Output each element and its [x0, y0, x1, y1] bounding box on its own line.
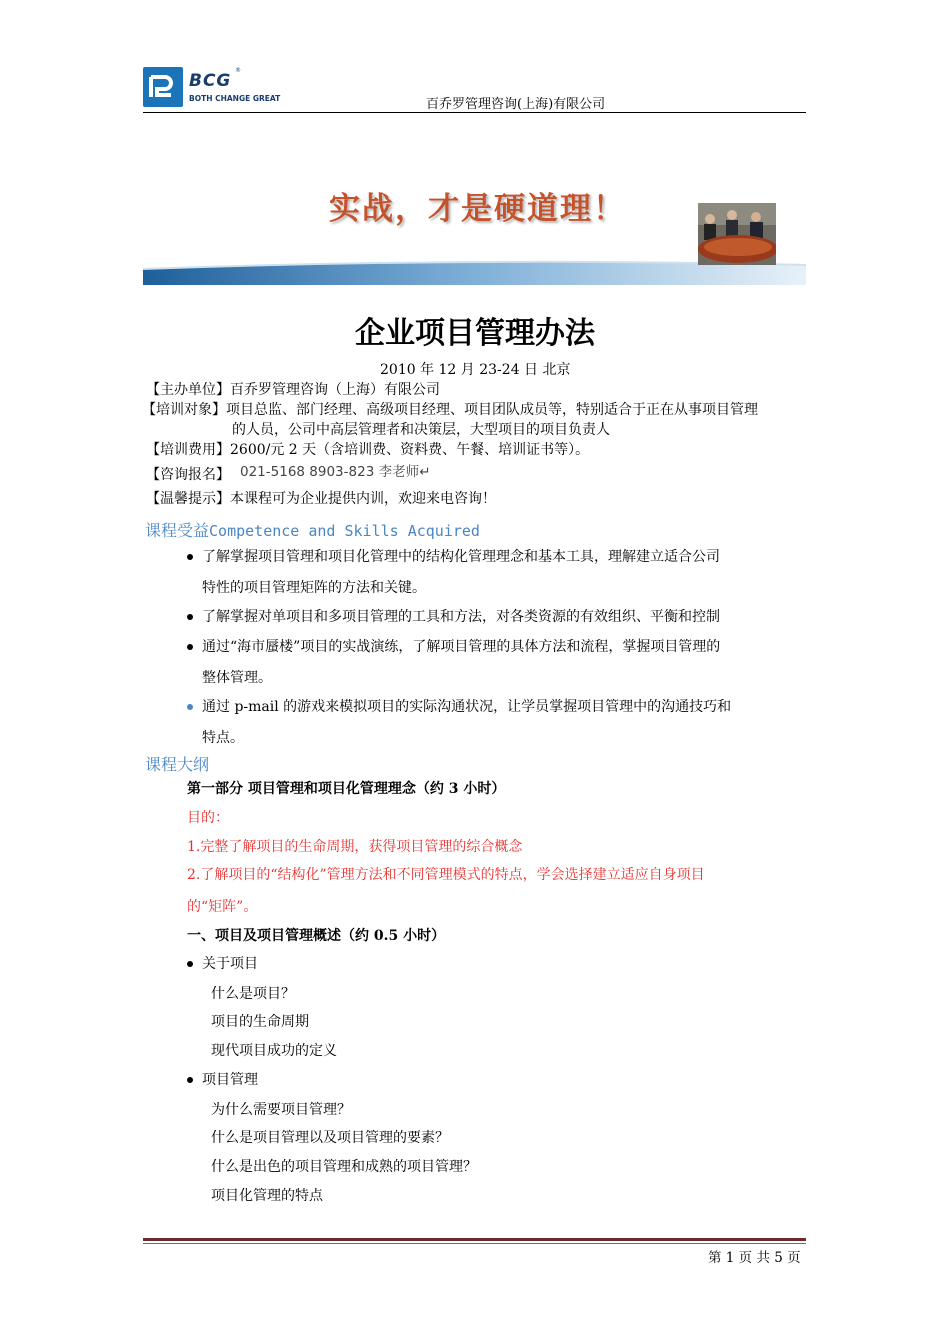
outline-section1: 一、项目及项目管理概述（约 0.5 小时）: [187, 928, 446, 944]
banner: [143, 155, 806, 285]
logo-text: BCG: [189, 71, 232, 91]
bullet-icon: [187, 961, 193, 967]
bullet-icon: [187, 614, 193, 620]
group-about-project: 关于项目: [202, 956, 258, 972]
info-fee: 【培训费用】2600/元 2 天（含培训费、资料费、午餐、培训证书等）。: [146, 442, 590, 458]
benefit-item-4b: 特点。: [202, 730, 244, 746]
footer-rule-thin: [143, 1243, 806, 1244]
goal-label: 目的：: [187, 810, 229, 826]
group2-item-2: 什么是项目管理以及项目管理的要素？: [211, 1130, 449, 1146]
bullet-icon: [187, 554, 193, 560]
benefit-item-2: 了解掌握对单项目和多项目管理的工具和方法，对各类资源的有效组织、平衡和控制: [202, 609, 720, 625]
footer-rule: [143, 1238, 806, 1241]
group1-item-2: 项目的生命周期: [211, 1014, 309, 1030]
document-title: 企业项目管理办法: [355, 316, 595, 351]
bullet-icon: [187, 644, 193, 650]
group2-item-4: 项目化管理的特点: [211, 1188, 323, 1204]
benefits-heading: [145, 518, 480, 541]
goal-item-1: 1.完整了解项目的生命周期，获得项目管理的综合概念: [187, 839, 523, 855]
benefits-heading-cn: 课程受益: [145, 521, 210, 540]
bullet-icon: [187, 1077, 193, 1083]
info-audience-line1: 【培训对象】项目总监、部门经理、高级项目经理、项目团队成员等，特别适合于正在从事项目管理: [142, 402, 758, 418]
info-tip: 【温馨提示】本课程可为企业提供内训，欢迎来电咨询！: [146, 491, 496, 507]
group1-item-1: 什么是项目？: [211, 986, 295, 1002]
group-project-management: 项目管理: [202, 1072, 258, 1088]
banner-slogan: 实战，才是硬道理！: [329, 191, 626, 227]
goal-item-2b: 的“矩阵”。: [187, 899, 258, 915]
logo-registered-mark: ®: [235, 67, 241, 74]
benefit-item-3b: 整体管理。: [202, 670, 272, 686]
group2-item-3: 什么是出色的项目管理和成熟的项目管理？: [211, 1159, 477, 1175]
info-consult-value: 021-5168 8903-823 李老师↵: [240, 464, 431, 480]
benefit-item-1a: 了解掌握项目管理和项目化管理中的结构化管理理念和基本工具，理解建立适合公司: [202, 549, 720, 565]
outline-part1: 第一部分 项目管理和项目化管理理念（约 3 小时）: [187, 781, 506, 797]
meeting-photo: [698, 203, 776, 265]
benefit-item-4a: 通过 p-mail 的游戏来模拟项目的实际沟通状况，让学员掌握项目管理中的沟通技巧和: [202, 699, 732, 715]
benefit-item-1b: 特性的项目管理矩阵的方法和关键。: [202, 580, 426, 596]
goal-item-2a: 2.了解项目的“结构化”管理方法和不同管理模式的特点，学会选择建立适应自身项目: [187, 867, 705, 883]
logo-subtitle: BOTH CHANGE GREAT: [189, 94, 281, 103]
header-company-name: 百乔罗管理咨询(上海)有限公司: [426, 97, 606, 112]
info-host: 【主办单位】百乔罗管理咨询（上海）有限公司: [146, 382, 440, 398]
outline-heading: 课程大纲: [145, 755, 210, 774]
page-number: 第 1 页 共 5 页: [708, 1250, 801, 1266]
group1-item-3: 现代项目成功的定义: [211, 1043, 337, 1059]
header-rule: [143, 112, 806, 113]
bcg-logo: [143, 67, 283, 109]
bcg-logo-icon: [143, 67, 183, 107]
group2-item-1: 为什么需要项目管理？: [211, 1102, 351, 1118]
info-audience-line2: 的人员，公司中高层管理者和决策层，大型项目的项目负责人: [232, 422, 610, 438]
info-consult-label: 【咨询报名】: [146, 467, 230, 483]
bullet-icon: [187, 704, 193, 710]
benefit-item-3a: 通过“海市蜃楼”项目的实战演练，了解项目管理的具体方法和流程，掌握项目管理的: [202, 639, 721, 655]
benefits-heading-en: Competence and Skills Acquired: [209, 522, 480, 540]
date-place: 2010 年 12 月 23-24 日 北京: [380, 362, 571, 378]
